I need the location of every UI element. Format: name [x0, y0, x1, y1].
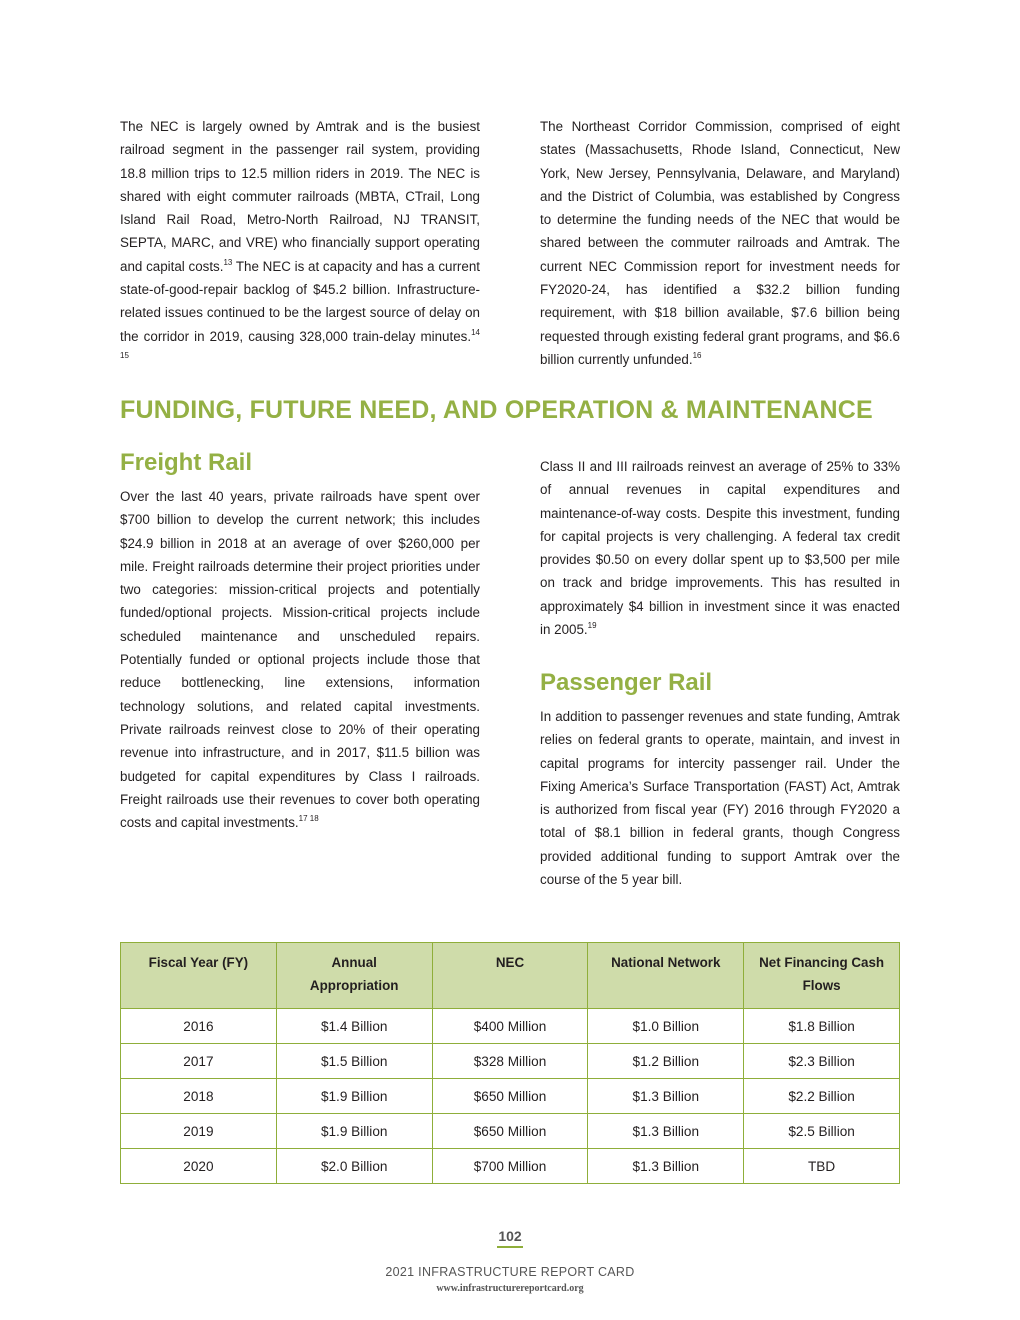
header-nec: NEC	[432, 943, 588, 1009]
table-cell: $2.2 Billion	[744, 1079, 900, 1114]
footnote-ref[interactable]: 13	[223, 257, 233, 267]
table-cell: $650 Million	[432, 1079, 588, 1114]
table-cell: 2020	[121, 1149, 277, 1184]
table-row	[121, 1079, 900, 1114]
footnote-ref[interactable]: 16	[692, 350, 702, 360]
table-cell: $2.0 Billion	[276, 1149, 432, 1184]
freight-rail-title: Freight Rail	[120, 449, 253, 476]
footer-title: 2021 INFRASTRUCTURE REPORT CARD	[385, 1265, 635, 1279]
table-cell: $400 Million	[432, 1009, 588, 1044]
footnote-ref[interactable]: 17 18	[298, 814, 319, 824]
footnote-ref[interactable]: 19	[587, 621, 597, 631]
intro-left-paragraph: The NEC is largely owned by Amtrak and is the busiest railroad segment in the passenger rail system, providing 18.8 million trips to 12.5 million riders in 2019. The NEC is shared with eight commuter railroads (MBTA, CTrail, Long Island Rail Road, Metro-North Railroad, NJ TRANSIT, SEPTA, MARC, and VRE) who financially support operating and capital costs.$^{13}$ The NEC is at capacity and has a current state-of-good-repair backlog of $45.2 billion. Infrastructure-related issues continued to be the largest source of delay on the corridor in 2019, causing 328,000 train-delay minutes.$^{14 15}$	[120, 119, 480, 360]
header-annual-appropriation: Annual Appropriation	[276, 943, 432, 1009]
table-header-row	[121, 943, 900, 1009]
table-cell: $1.9 Billion	[276, 1079, 432, 1114]
class2-paragraph: Class II and III railroads reinvest an average of 25% to 33% of annual revenues in capital expenditures and maintenance-of-way costs. Despite this investment, funding for capital projects is very challenging. A federal tax credit provides $0.50 on every dollar spent up to $3,500 per mile on track and bridge improvements. This has resulted in approximately $4 billion in investment since it was enacted in 2005.19	[540, 459, 900, 638]
footer-url[interactable]: www.infrastructurereportcard.org	[436, 1283, 584, 1294]
header-fiscal-year: Fiscal Year (FY)	[121, 943, 277, 1009]
passenger-rail-paragraph: In addition to passenger revenues and state funding, Amtrak relies on federal grants to operate, maintain, and invest in capital programs for intercity passenger rail. Under the Fixing America’s Surface Transportation (FAST) Act, Amtrak is authorized from fiscal year (FY) 2016 through FY2020 a total of $8.1 billion in federal grants, though Congress provided additional funding to support Amtrak over the course of the 5 year bill.	[540, 709, 900, 888]
table-row	[121, 1009, 900, 1044]
table-row	[121, 1114, 900, 1149]
table-cell: 2019	[121, 1114, 277, 1149]
table-cell: $1.5 Billion	[276, 1044, 432, 1079]
funding-table	[120, 942, 900, 1184]
table-row	[121, 1149, 900, 1184]
class2-column	[540, 455, 900, 641]
table-cell: $328 Million	[432, 1044, 588, 1079]
freight-rail-paragraph: Over the last 40 years, private railroads have spent over $700 billion to develop the current network; this includes $24.9 billion in 2018 at an average of over $260,000 per mile. Freight railroads determine their project priorities under two categories: mission-critical projects and potentially funded/optional projects. Mission-critical projects include scheduled maintenance and unscheduled repairs. Potentially funded or optional projects include those that reduce bottlenecking, line extensions, information technology solutions, and related capital investments. Private railroads reinvest close to 20% of their operating revenue into infrastructure, and in 2017, $11.5 billion was budgeted for capital expenditures by Class I railroads. Freight railroads use their revenues to cover both operating costs and capital investments.$^{17 18}$	[120, 489, 480, 831]
table-cell: $1.8 Billion	[744, 1009, 900, 1044]
intro-right-column	[540, 115, 900, 371]
passenger-rail-title: Passenger Rail	[540, 669, 713, 696]
table-cell: $700 Million	[432, 1149, 588, 1184]
table-cell: $2.5 Billion	[744, 1114, 900, 1149]
table-cell: $650 Million	[432, 1114, 588, 1149]
section-title: FUNDING, FUTURE NEED, AND OPERATION & MAINTENANCE	[120, 396, 873, 424]
page-number: 102	[0, 1228, 1020, 1244]
table-cell: $1.4 Billion	[276, 1009, 432, 1044]
table-row	[121, 1044, 900, 1079]
header-national-network: National Network	[588, 943, 744, 1009]
table-cell: $1.2 Billion	[588, 1044, 744, 1079]
table-cell: $1.3 Billion	[588, 1149, 744, 1184]
table-cell: 2018	[121, 1079, 277, 1114]
intro-right-paragraph: The Northeast Corridor Commission, comprised of eight states (Massachusetts, Rhode Island, Connecticut, New York, New Jersey, Pennsylvania, Delaware, and Maryland) and the District of Columbia, was established by Congress to determine the funding needs of the NEC that would be shared between the commuter railroads and Amtrak. The current NEC Commission report for investment needs for FY2020-24, has identified a $32.2 billion funding requirement, with $18 billion available, $7.6 billion being requested through existing federal grant programs, and $6.6 billion currently unfunded.$^{16}$	[540, 119, 900, 367]
table-cell: $1.3 Billion	[588, 1114, 744, 1149]
table-cell: 2016	[121, 1009, 277, 1044]
footnote-ref[interactable]: 14 15	[120, 327, 480, 360]
freight-rail-section	[120, 448, 480, 834]
table-cell: $2.3 Billion	[744, 1044, 900, 1079]
table-cell: 2017	[121, 1044, 277, 1079]
header-net-financing: Net Financing Cash Flows	[744, 943, 900, 1009]
intro-left-column	[120, 115, 480, 371]
table-cell: $1.3 Billion	[588, 1079, 744, 1114]
passenger-rail-section	[540, 668, 900, 891]
table-cell: $1.0 Billion	[588, 1009, 744, 1044]
table-cell: $1.9 Billion	[276, 1114, 432, 1149]
table-cell: TBD	[744, 1149, 900, 1184]
